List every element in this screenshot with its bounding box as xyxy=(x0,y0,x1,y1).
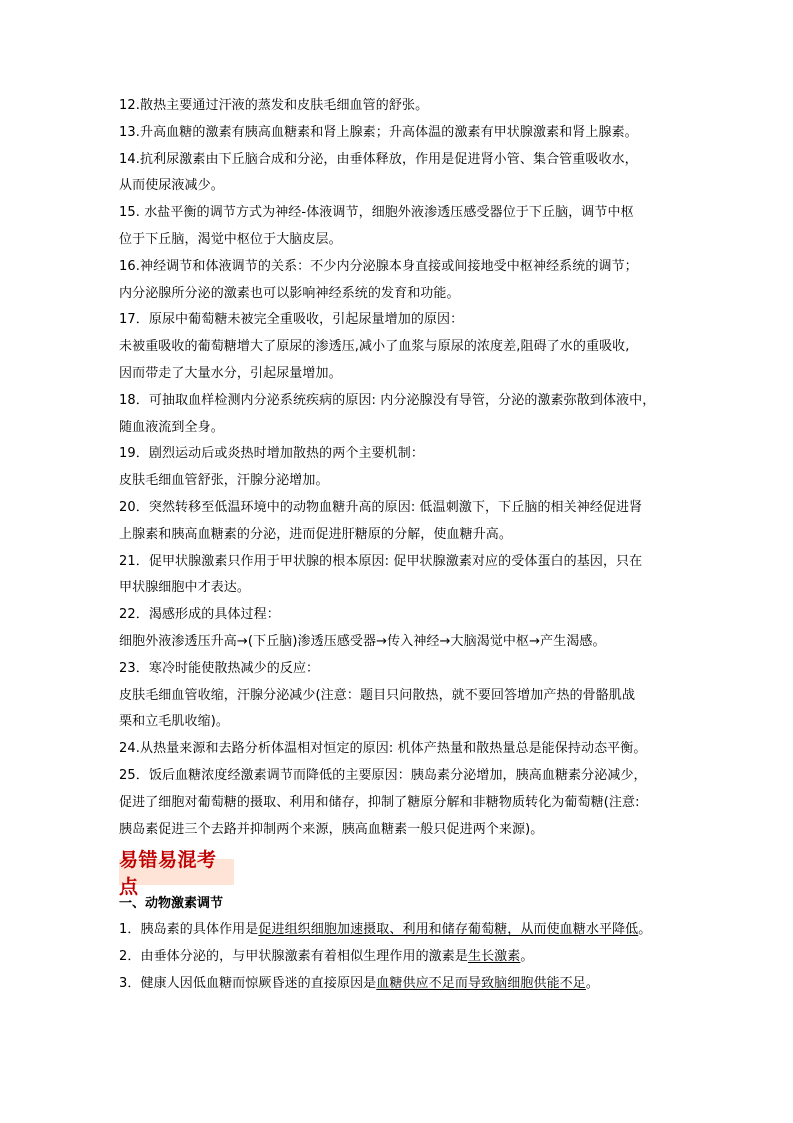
point-prefix: 2．由垂体分泌的，与甲状腺激素有着相似生理作用的激素是 xyxy=(119,949,468,965)
point-suffix: 。 xyxy=(520,949,534,965)
text-line: 皮肤毛细血管收缩，汗腺分泌减少(注意：题目只问散热，就不要回答增加产热的骨骼肌战 xyxy=(119,687,636,703)
point-line xyxy=(119,944,679,971)
section-heading-box xyxy=(119,849,234,899)
point-line xyxy=(119,917,679,944)
text-line: 17．原尿中葡萄糖未被完全重吸收，引起尿量增加的原因： xyxy=(119,312,464,328)
text-line: 22．渴感形成的具体过程： xyxy=(119,607,280,623)
text-line: 位于下丘脑，渴觉中枢位于大脑皮层。 xyxy=(119,231,342,247)
text-line: 促进了细胞对葡萄糖的摄取、利用和储存，抑制了糖原分解和非糖物质转化为葡萄糖(注意: xyxy=(119,794,640,810)
point-answer: 促进组织细胞加速摄取、利用和储存葡萄糖，从而使血糖水平降低 xyxy=(258,922,639,938)
text-line: 13.升高血糖的激素有胰高血糖素和肾上腺素；升高体温的激素有甲状腺激素和肾上腺素。 xyxy=(119,124,638,140)
text-line: 未被重吸收的葡萄糖增大了原尿的渗透压,减小了血浆与原尿的浓度差,阻碍了水的重吸收, xyxy=(119,339,630,355)
text-line: 16.神经调节和体液调节的关系：不少内分泌腺本身直接或间接地受中枢神经系统的调节； xyxy=(119,258,638,274)
point-answer: 生长激素 xyxy=(467,949,521,965)
point-suffix: 。 xyxy=(638,922,652,938)
text-line: 胰岛素促进三个去路并抑制两个来源，胰高血糖素一般只促进两个来源)。 xyxy=(119,821,544,837)
point-prefix: 3．健康人因低血糖而惊厥昏迷的直接原因是 xyxy=(119,975,377,991)
text-line: 甲状腺细胞中才表达。 xyxy=(119,580,251,596)
text-line: 细胞外液渗透压升高→(下丘脑)渗透压感受器→传入神经→大脑渴觉中枢→产生渴感。 xyxy=(119,633,606,649)
text-line: 21．促甲状腺激素只作用于甲状腺的根本原因: 促甲状腺激素对应的受体蛋白的基因，只在 xyxy=(119,553,643,569)
text-line: 上腺素和胰高血糖素的分泌，进而促进肝糖原的分解，使血糖升高。 xyxy=(119,526,513,542)
text-line: 14.抗利尿激素由下丘脑合成和分泌，由垂体释放，作用是促进肾小管、集合管重吸收水， xyxy=(119,151,638,167)
text-line: 因而带走了大量水分，引起尿量增加。 xyxy=(119,365,342,381)
section-subtitle: 一、动物激素调节 xyxy=(119,896,224,912)
point-line xyxy=(119,971,679,998)
text-line: 19．剧烈运动后或炎热时增加散热的两个主要机制： xyxy=(119,446,424,462)
text-line: 18．可抽取血样检测内分泌系统疾病的原因: 内分泌腺没有导管，分泌的激素弥散到体液中， xyxy=(119,392,656,408)
point-suffix: 。 xyxy=(585,975,599,991)
point-prefix: 1．胰岛素的具体作用是 xyxy=(119,922,259,938)
text-line: 24.从热量来源和去路分析体温相对恒定的原因: 机体产热量和散热量总是能保持动态平衡。 xyxy=(119,741,647,757)
text-line: 15. 水盐平衡的调节方式为神经-体液调节，细胞外液渗透压感受器位于下丘脑，调节中枢 xyxy=(119,205,634,221)
text-line: 20．突然转移至低温环境中的动物血糖升高的原因: 低温刺激下，下丘脑的相关神经促进肾 xyxy=(119,499,643,515)
text-line: 25．饭后血糖浓度经激素调节而降低的主要原因：胰岛素分泌增加，胰高血糖素分泌减少， xyxy=(119,767,647,783)
text-line: 从而使尿液减少。 xyxy=(119,178,224,194)
text-line: 12.散热主要通过汗液的蒸发和皮肤毛细血管的舒张。 xyxy=(119,98,429,113)
text-line: 内分泌腺所分泌的激素也可以影响神经系统的发育和功能。 xyxy=(119,285,460,301)
point-answer: 血糖供应不足而导致脑细胞供能不足 xyxy=(376,975,586,991)
content-column xyxy=(119,93,679,998)
text-line: 皮肤毛细血管舒张，汗腺分泌增加。 xyxy=(119,473,329,489)
text-line: 随血液流到全身。 xyxy=(119,419,224,435)
section-heading: 易错易混考点 xyxy=(119,849,217,899)
text-line: 栗和立毛肌收缩)。 xyxy=(119,714,229,730)
text-line: 23．寒冷时能使散热减少的反应： xyxy=(119,660,320,676)
